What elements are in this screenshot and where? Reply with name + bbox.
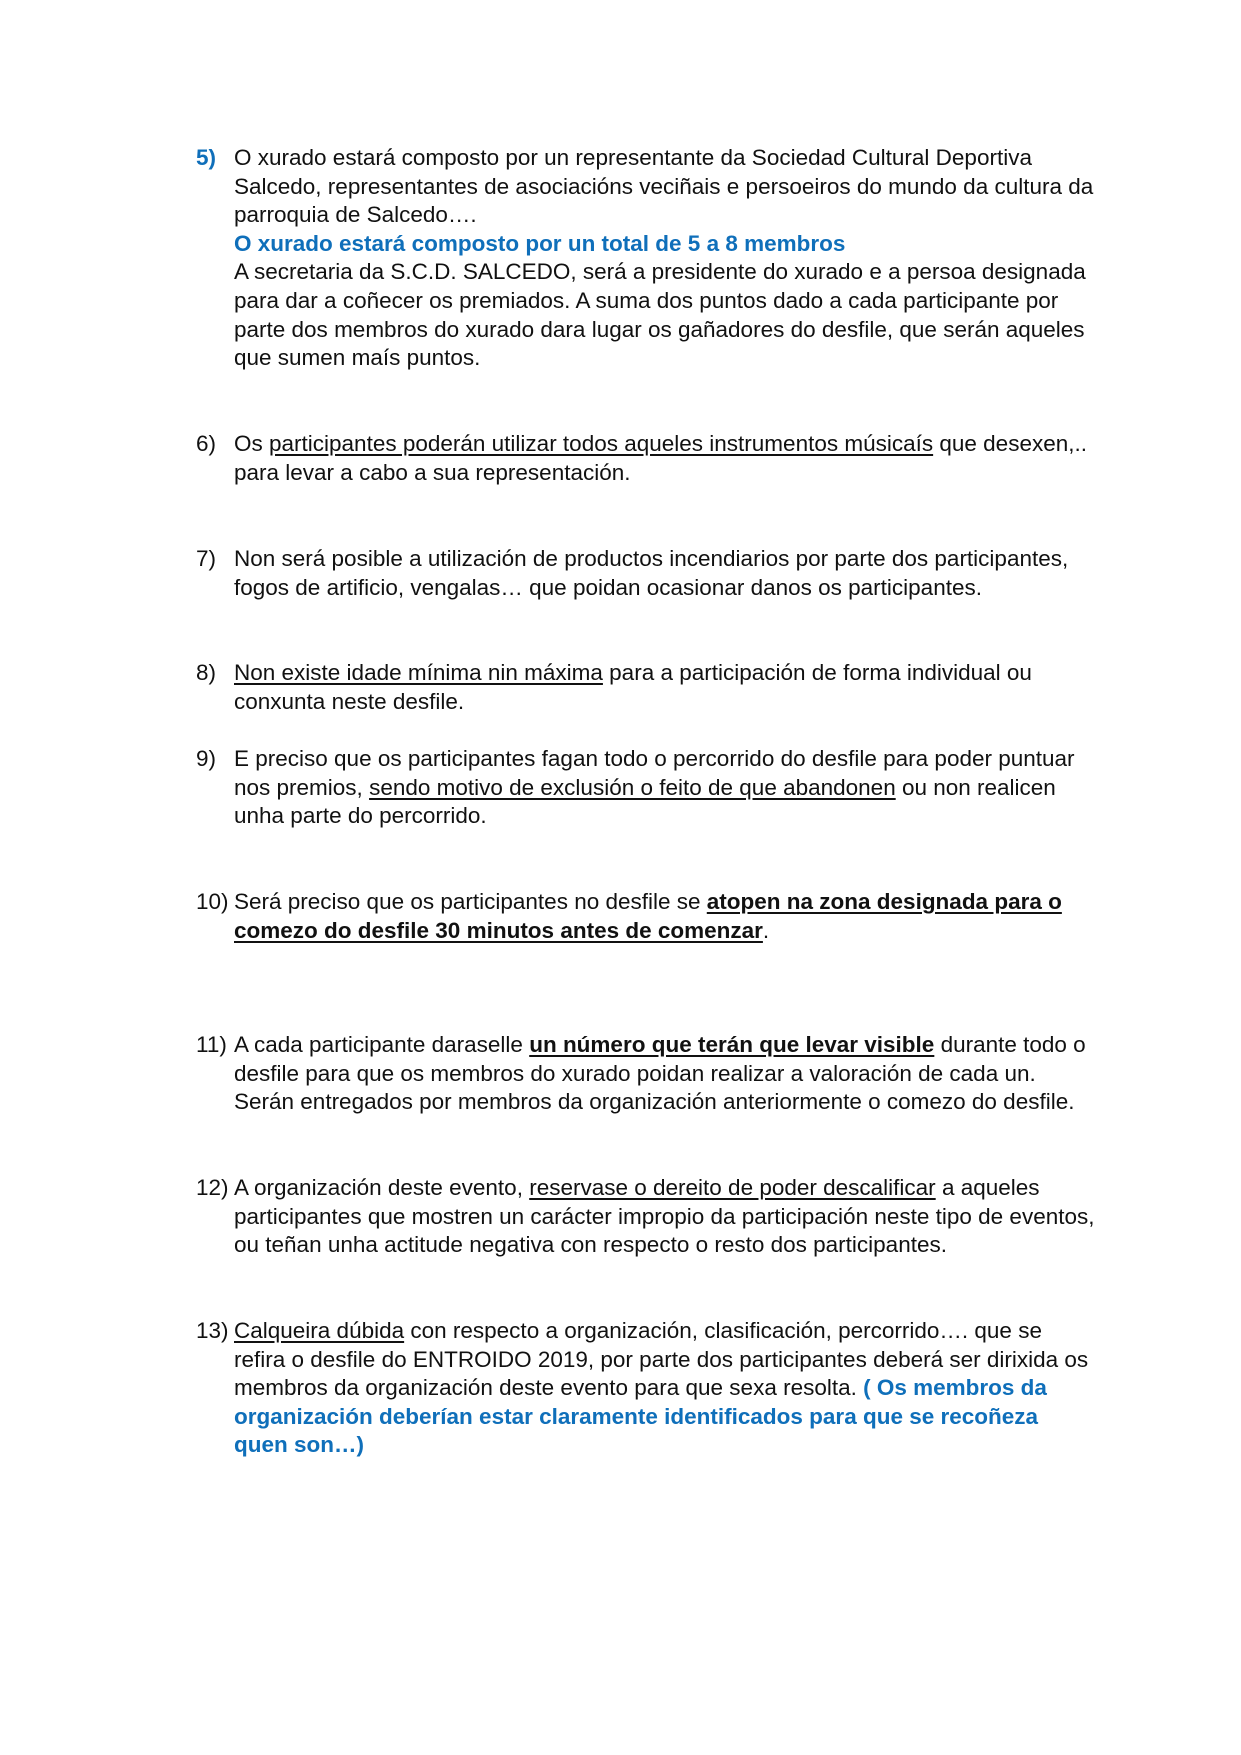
item-text: . <box>762 917 770 943</box>
rule-item-6 <box>196 430 1096 487</box>
rule-item-9 <box>196 745 1096 831</box>
bold-underlined-text: un número que terán que levar visible <box>529 1032 935 1057</box>
underlined-text: sendo motivo de exclusión o feito de que abandonen <box>369 774 896 800</box>
item-body <box>234 1317 1096 1460</box>
item-text: O xurado estará composto por un representante da Sociedad Cultural Deportiva Salcedo, representantes de asociacións veciñais e persoeiros do mundo da cultura da parroquia de Salcedo…. <box>234 145 1094 228</box>
rule-item-11 <box>196 1031 1096 1117</box>
item-text: A organización deste evento, <box>234 1175 530 1200</box>
rule-item-13 <box>196 1317 1096 1460</box>
underlined-text: reservase o dereito de poder descalificar <box>529 1175 936 1200</box>
item-text: durante todo o desfile para que os membros do xurado poidan realizar a valoración de cada un. Serán entregados por membros da organización anteriormente o comezo do desfile. <box>234 1032 1086 1115</box>
item-text: que desexen,.. para levar a cabo a sua representación. <box>234 431 1087 485</box>
item-body <box>234 144 1096 373</box>
item-text: Será preciso que os participantes no desfile se <box>234 889 707 914</box>
item-number: 9) <box>196 746 217 771</box>
item-text: para a participación de forma individual ou conxunta neste desfile. <box>234 660 1032 714</box>
item-text: ou non realicen unha parte do percorrido. <box>234 774 1056 829</box>
item-number: 12) <box>196 1175 229 1200</box>
item-body <box>234 545 1096 602</box>
rule-item-5 <box>196 144 1096 373</box>
rule-item-7 <box>196 545 1096 602</box>
item-number: 7) <box>196 546 217 571</box>
item-number: 10) <box>196 889 229 914</box>
item-body <box>234 745 1096 831</box>
item-text: A secretaria da S.C.D. SALCEDO, será a presidente do xurado e a persoa designada para dar a coñecer os premiados. A suma dos puntos dado a cada participante por parte dos membros do xurado dara lugar os gañadores do desfile, que serán aqueles que sumen maís puntos. <box>234 259 1086 371</box>
underlined-text: participantes poderán utilizar todos aqueles instrumentos músicaís <box>269 431 934 456</box>
rule-item-8 <box>196 659 1096 716</box>
item-body <box>234 1174 1096 1260</box>
bold-underlined-text: atopen na zona designada para o comezo do desfile 30 minutos antes de comenzar <box>234 889 1062 943</box>
item-text: E preciso que os participantes fagan todo o percorrido do desfile para poder puntuar nos premios, <box>234 746 1075 800</box>
item-text: con respecto a organización, clasificación, percorrido…. que se refira o desfile do ENTROIDO 2019, por parte dos participantes deberá ser dirixida os membros da organización deste evento para que sexa resolta. <box>234 1318 1089 1401</box>
item-number: 6) <box>196 431 217 456</box>
item-text: a aqueles participantes que mostren un carácter impropio da participación neste tipo de eventos, ou teñan unha actitude negativa con respecto o resto dos participantes. <box>234 1175 1095 1258</box>
item-body <box>234 1031 1096 1117</box>
underlined-text: Non existe idade mínima nin máxima <box>234 660 603 685</box>
organizers-note-highlight: ( Os membros da organización deberían estar claramente identificados para que se recoñeza quen son…) <box>234 1375 1047 1458</box>
item-body <box>234 659 1096 716</box>
item-text: A cada participante daraselle <box>234 1032 530 1057</box>
jury-size-highlight: O xurado estará composto por un total de 5 a 8 membros <box>234 230 846 256</box>
item-number: 8) <box>196 660 217 685</box>
item-text: Non será posible a utilización de productos incendiarios por parte dos participantes, fogos de artificio, vengalas… que poidan ocasionar danos os participantes. <box>234 546 1069 600</box>
item-number: 5) <box>196 145 217 170</box>
rule-item-10 <box>196 888 1096 945</box>
item-body <box>234 888 1096 945</box>
item-body <box>234 430 1096 487</box>
underlined-text: Calqueira dúbida <box>234 1318 405 1343</box>
item-text: Os <box>234 431 270 456</box>
item-number: 11) <box>196 1032 227 1057</box>
rule-item-12 <box>196 1174 1096 1260</box>
item-number: 13) <box>196 1318 229 1343</box>
